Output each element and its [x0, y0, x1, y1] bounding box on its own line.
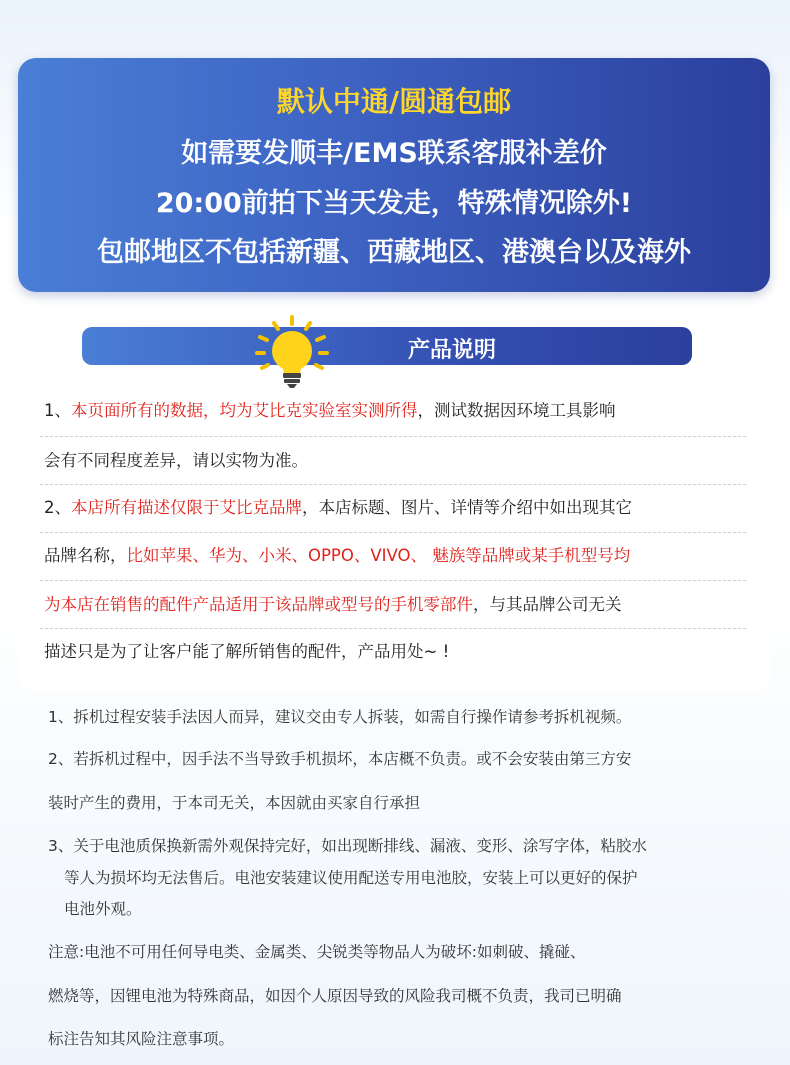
- excluded-regions-text: 包邮地区不包括新疆、西藏地区、港澳台以及海外: [97, 237, 691, 268]
- description-line-6: 描述只是为了让客户能了解所销售的配件，产品用处~ !: [44, 642, 450, 661]
- description-line-1: 1、本页面所有的数据，均为艾比克实验室实测所得，测试数据因环境工具影响: [44, 401, 616, 420]
- description-line-3: 2、本店所有描述仅限于艾比克品牌，本店标题、图片、详情等介绍中如出现其它: [44, 498, 632, 517]
- shipping-banner: [18, 58, 770, 292]
- note-1: 1、拆机过程安装手法因人而异，建议交由专人拆装，如需自行操作请参考拆机视频。: [48, 708, 632, 726]
- note-2-line-2: 装时产生的费用，于本司无关，本因就由买家自行承担: [48, 794, 421, 812]
- note-3-line-2: 等人为损坏均无法售后。电池安装建议使用配送专用电池胶，安装上可以更好的保护: [64, 869, 638, 887]
- note-3-line-1: 3、关于电池质保换新需外观保持完好，如出现断排线、漏液、变形、涂写字体，粘胶水: [48, 837, 647, 855]
- product-description-card: [18, 312, 770, 690]
- description-line-5: 为本店在销售的配件产品适用于该品牌或型号的手机零部件，与其品牌公司无关: [44, 595, 622, 614]
- description-line-2: 会有不同程度差异，请以实物为准。: [44, 451, 308, 470]
- note-3-line-3: 电池外观。: [64, 900, 142, 918]
- divider: [40, 532, 746, 533]
- warning-line-2: 燃烧等，因锂电池为特殊商品，如因个人原因导致的风险我司概不负责，我司已明确: [48, 987, 622, 1005]
- note-2-line-1: 2、若拆机过程中，因手法不当导致手机损坏，本店概不负责。或不会安装由第三方安: [48, 750, 632, 768]
- shipping-default-text: 默认中通/圆通包邮: [276, 85, 512, 118]
- divider: [40, 628, 746, 629]
- section-header: [82, 327, 692, 365]
- section-title: 产品说明: [408, 338, 497, 363]
- warning-line-1: 注意:电池不可用任何导电类、金属类、尖锐类等物品人为破坏:如刺破、撬碰、: [48, 943, 586, 961]
- shipping-upgrade-text: 如需要发顺丰/EMS联系客服补差价: [181, 138, 607, 169]
- divider: [40, 580, 746, 581]
- description-line-4: 品牌名称，比如苹果、华为、小米、OPPO、VIVO、 魅族等品牌或某手机型号均: [44, 546, 631, 565]
- divider: [40, 484, 746, 485]
- warning-line-3: 标注告知其风险注意事项。: [48, 1030, 235, 1048]
- divider: [40, 436, 746, 437]
- lightbulb-icon: [252, 315, 332, 391]
- dispatch-time-text: 20:00前拍下当天发走，特殊情况除外!: [155, 188, 633, 219]
